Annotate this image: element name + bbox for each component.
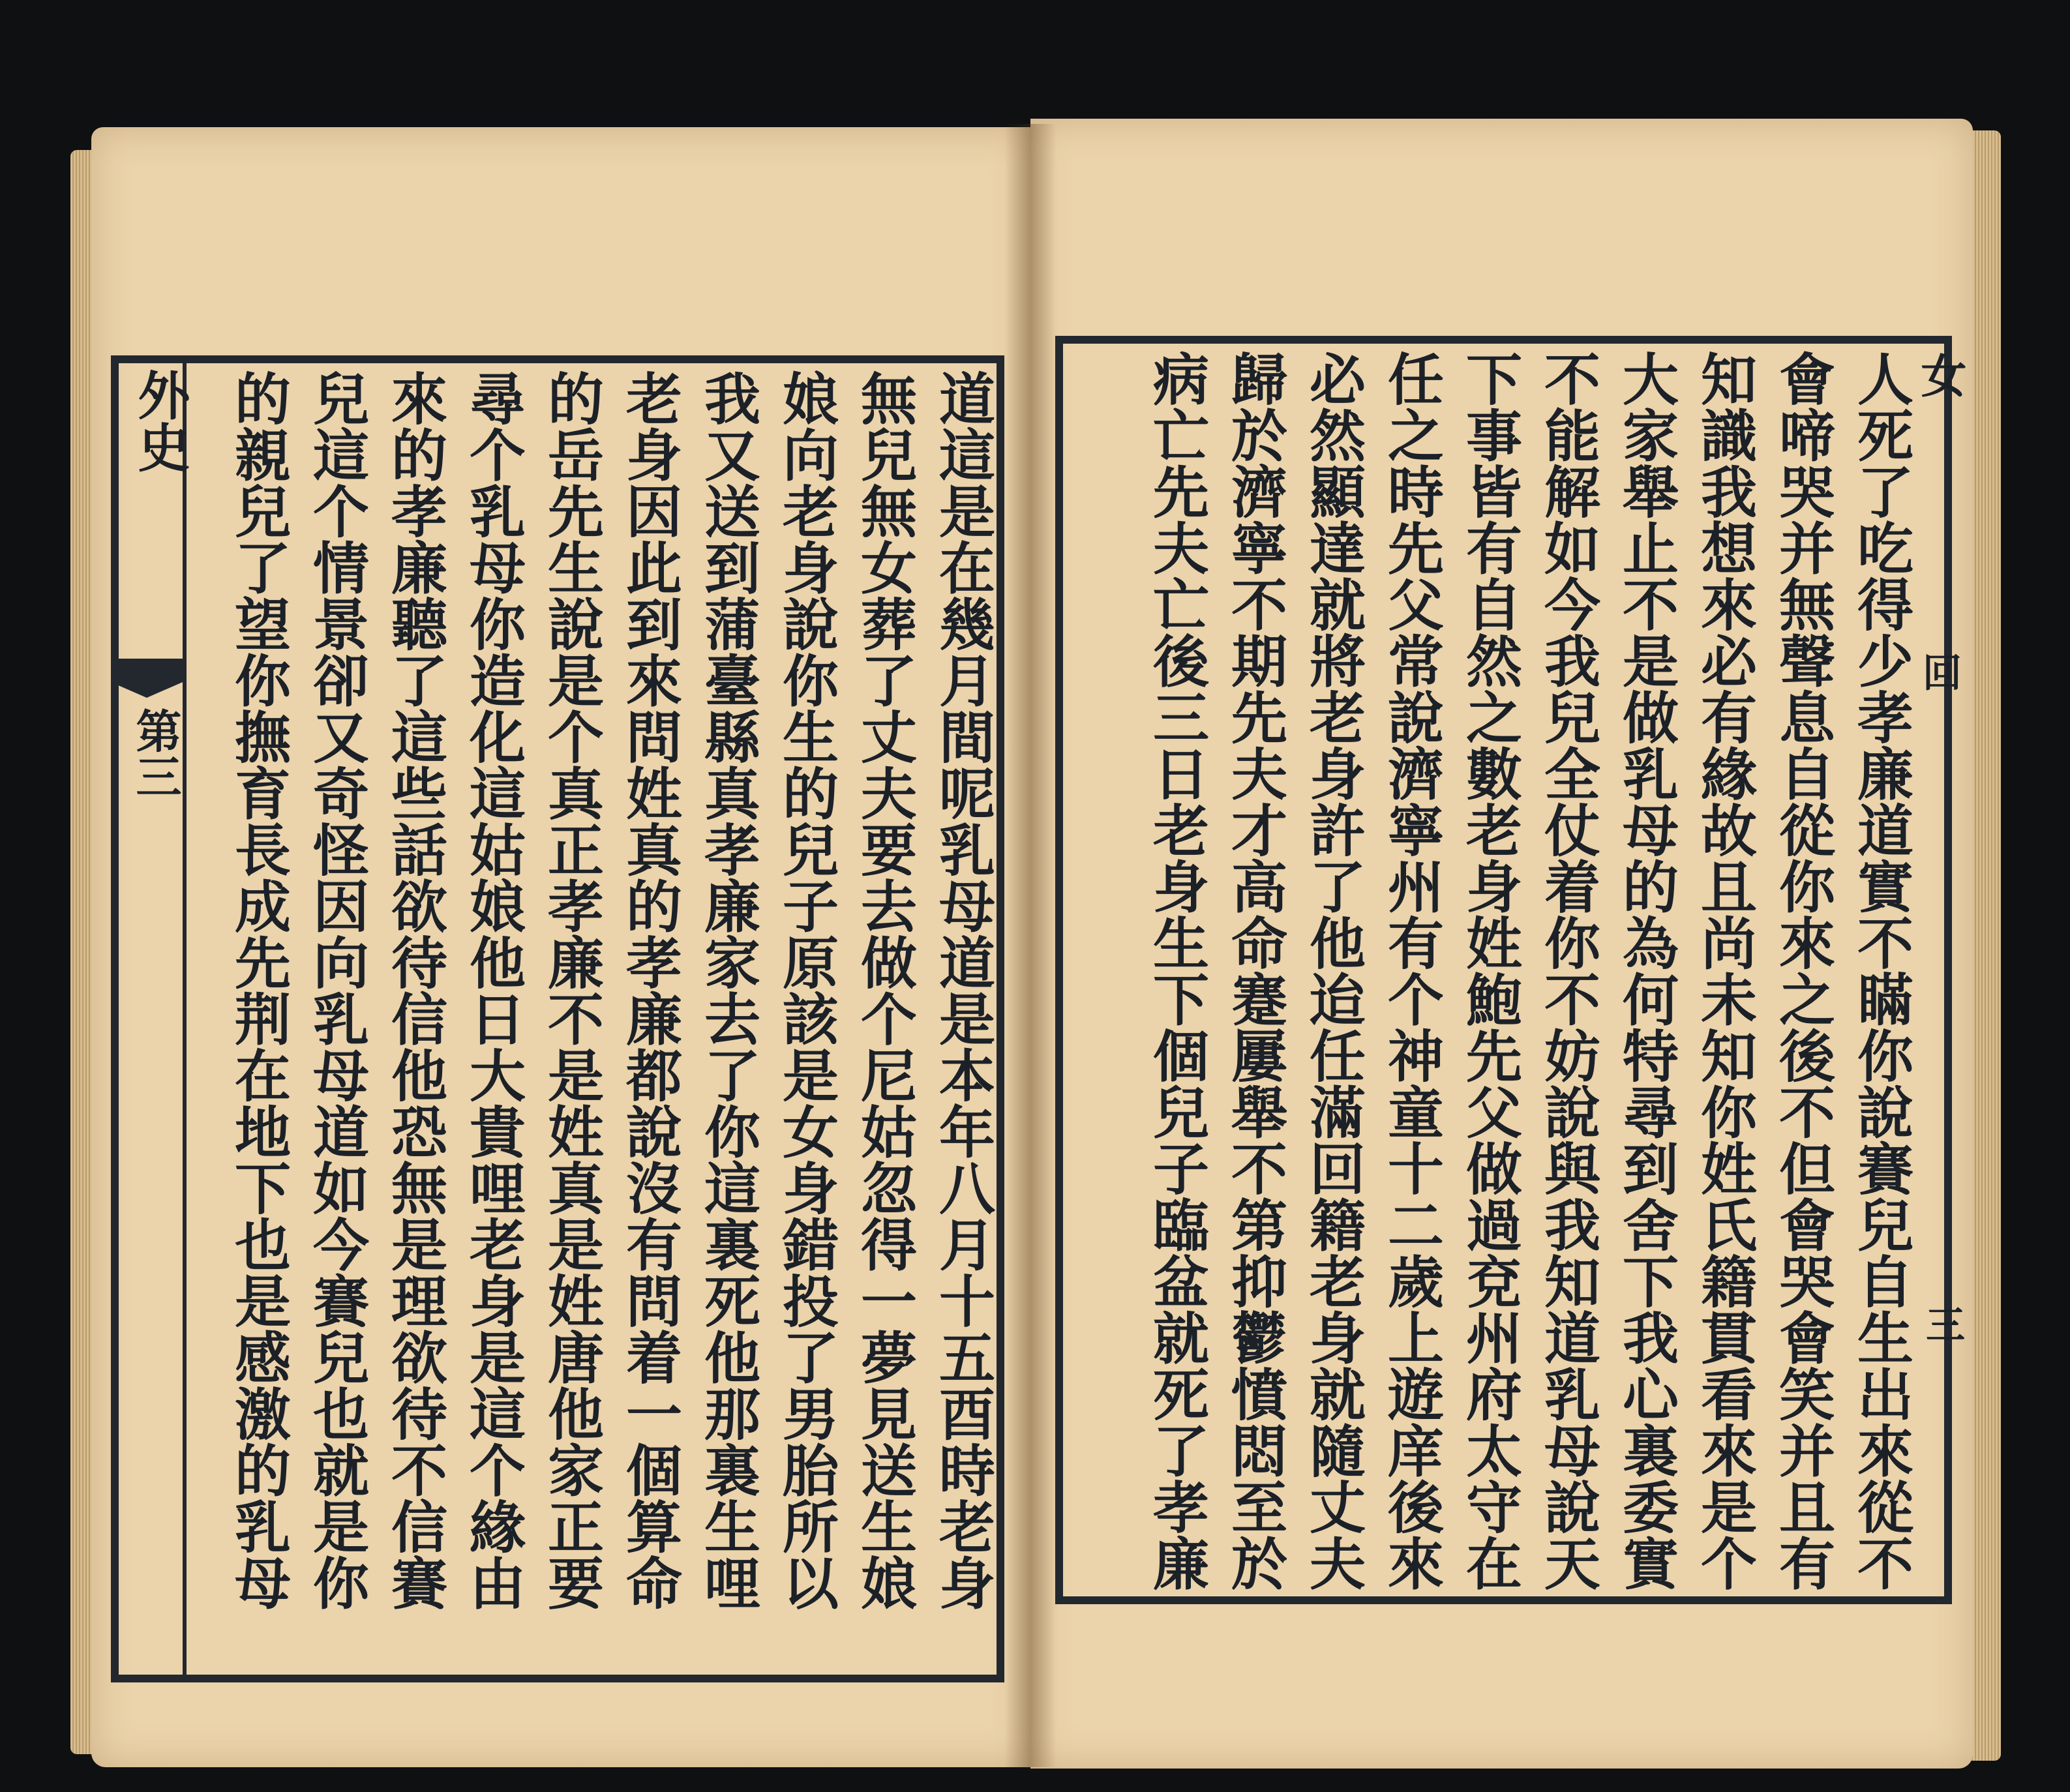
page-number: 三 [1919, 1304, 1965, 1343]
text-column: 來的孝廉聽了這些話欲待信他恐無是理欲待不信賽 [382, 370, 447, 1611]
text-column: 必然顯達就將老身許了他迨任滿回籍老身就隨丈夫 [1300, 350, 1366, 1591]
text-column: 人死了吃得少孝廉道實不瞞你說賽兒自生出來從不 [1848, 350, 1913, 1591]
text-column: 娘向老身說你生的兒子原該是女身錯投了男胎所以 [773, 370, 839, 1611]
text-column: 歸於濟寧不期先夫才高命蹇屢舉不第抑鬱憤悶至於 [1222, 350, 1287, 1591]
text-column: 會啼哭并無聲息自從你來之後不但會哭會笑并且有 [1769, 350, 1835, 1591]
right-margin-chapter: 回 [1916, 652, 1962, 691]
text-column: 任之時先父常說濟寧州有个神童十二歲上遊庠後來 [1378, 350, 1444, 1591]
text-column: 大家舉止不是做乳母的為何特尋到舍下我心裏委實 [1613, 350, 1679, 1591]
text-column: 不能解如今我兒全仗着你不妨說與我知道乳母說天 [1535, 350, 1600, 1591]
text-column: 尋个乳母你造化這姑娘他日大貴哩老身是這个緣由 [460, 370, 526, 1611]
center-margin-column [111, 355, 190, 1682]
book-title: 外史 [129, 368, 190, 473]
text-column: 知識我想來必有緣故且尚未知你姓氏籍貫看來是个 [1691, 350, 1757, 1591]
right-margin-title: 女 [1913, 352, 1968, 398]
text-column: 兒這个情景卻又奇怪因向乳母道如今賽兒也就是你 [303, 370, 369, 1611]
text-column: 我又送到蒲臺縣真孝廉家去了你這裏死他那裏生哩 [695, 370, 760, 1611]
right-text-frame [1055, 336, 1952, 1604]
text-column: 下事皆有自然之數老身姓鮑先父做過兗州府太守在 [1456, 350, 1522, 1591]
book-gutter [1004, 124, 1057, 1767]
text-column: 老身因此到來問姓真的孝廉都說沒有問着一個算命 [616, 370, 682, 1611]
left-text-frame [111, 355, 1004, 1682]
text-column: 無兒無女葬了丈夫要去做个尼姑忽得一夢見送生娘 [851, 370, 917, 1611]
chapter-label: 第三 [128, 708, 183, 799]
text-column: 的岳先生說是个真正孝廉不是姓真是姓唐他家正要 [538, 370, 604, 1611]
text-column: 道這是在幾月間呢乳母道是本年八月十五酉時老身 [929, 370, 995, 1611]
text-column: 病亡先夫亡後三日老身生下個兒子臨盆就死了孝廉 [1143, 350, 1209, 1591]
text-column: 的親兒了望你撫育長成先荆在地下也是感激的乳母 [225, 370, 291, 1611]
